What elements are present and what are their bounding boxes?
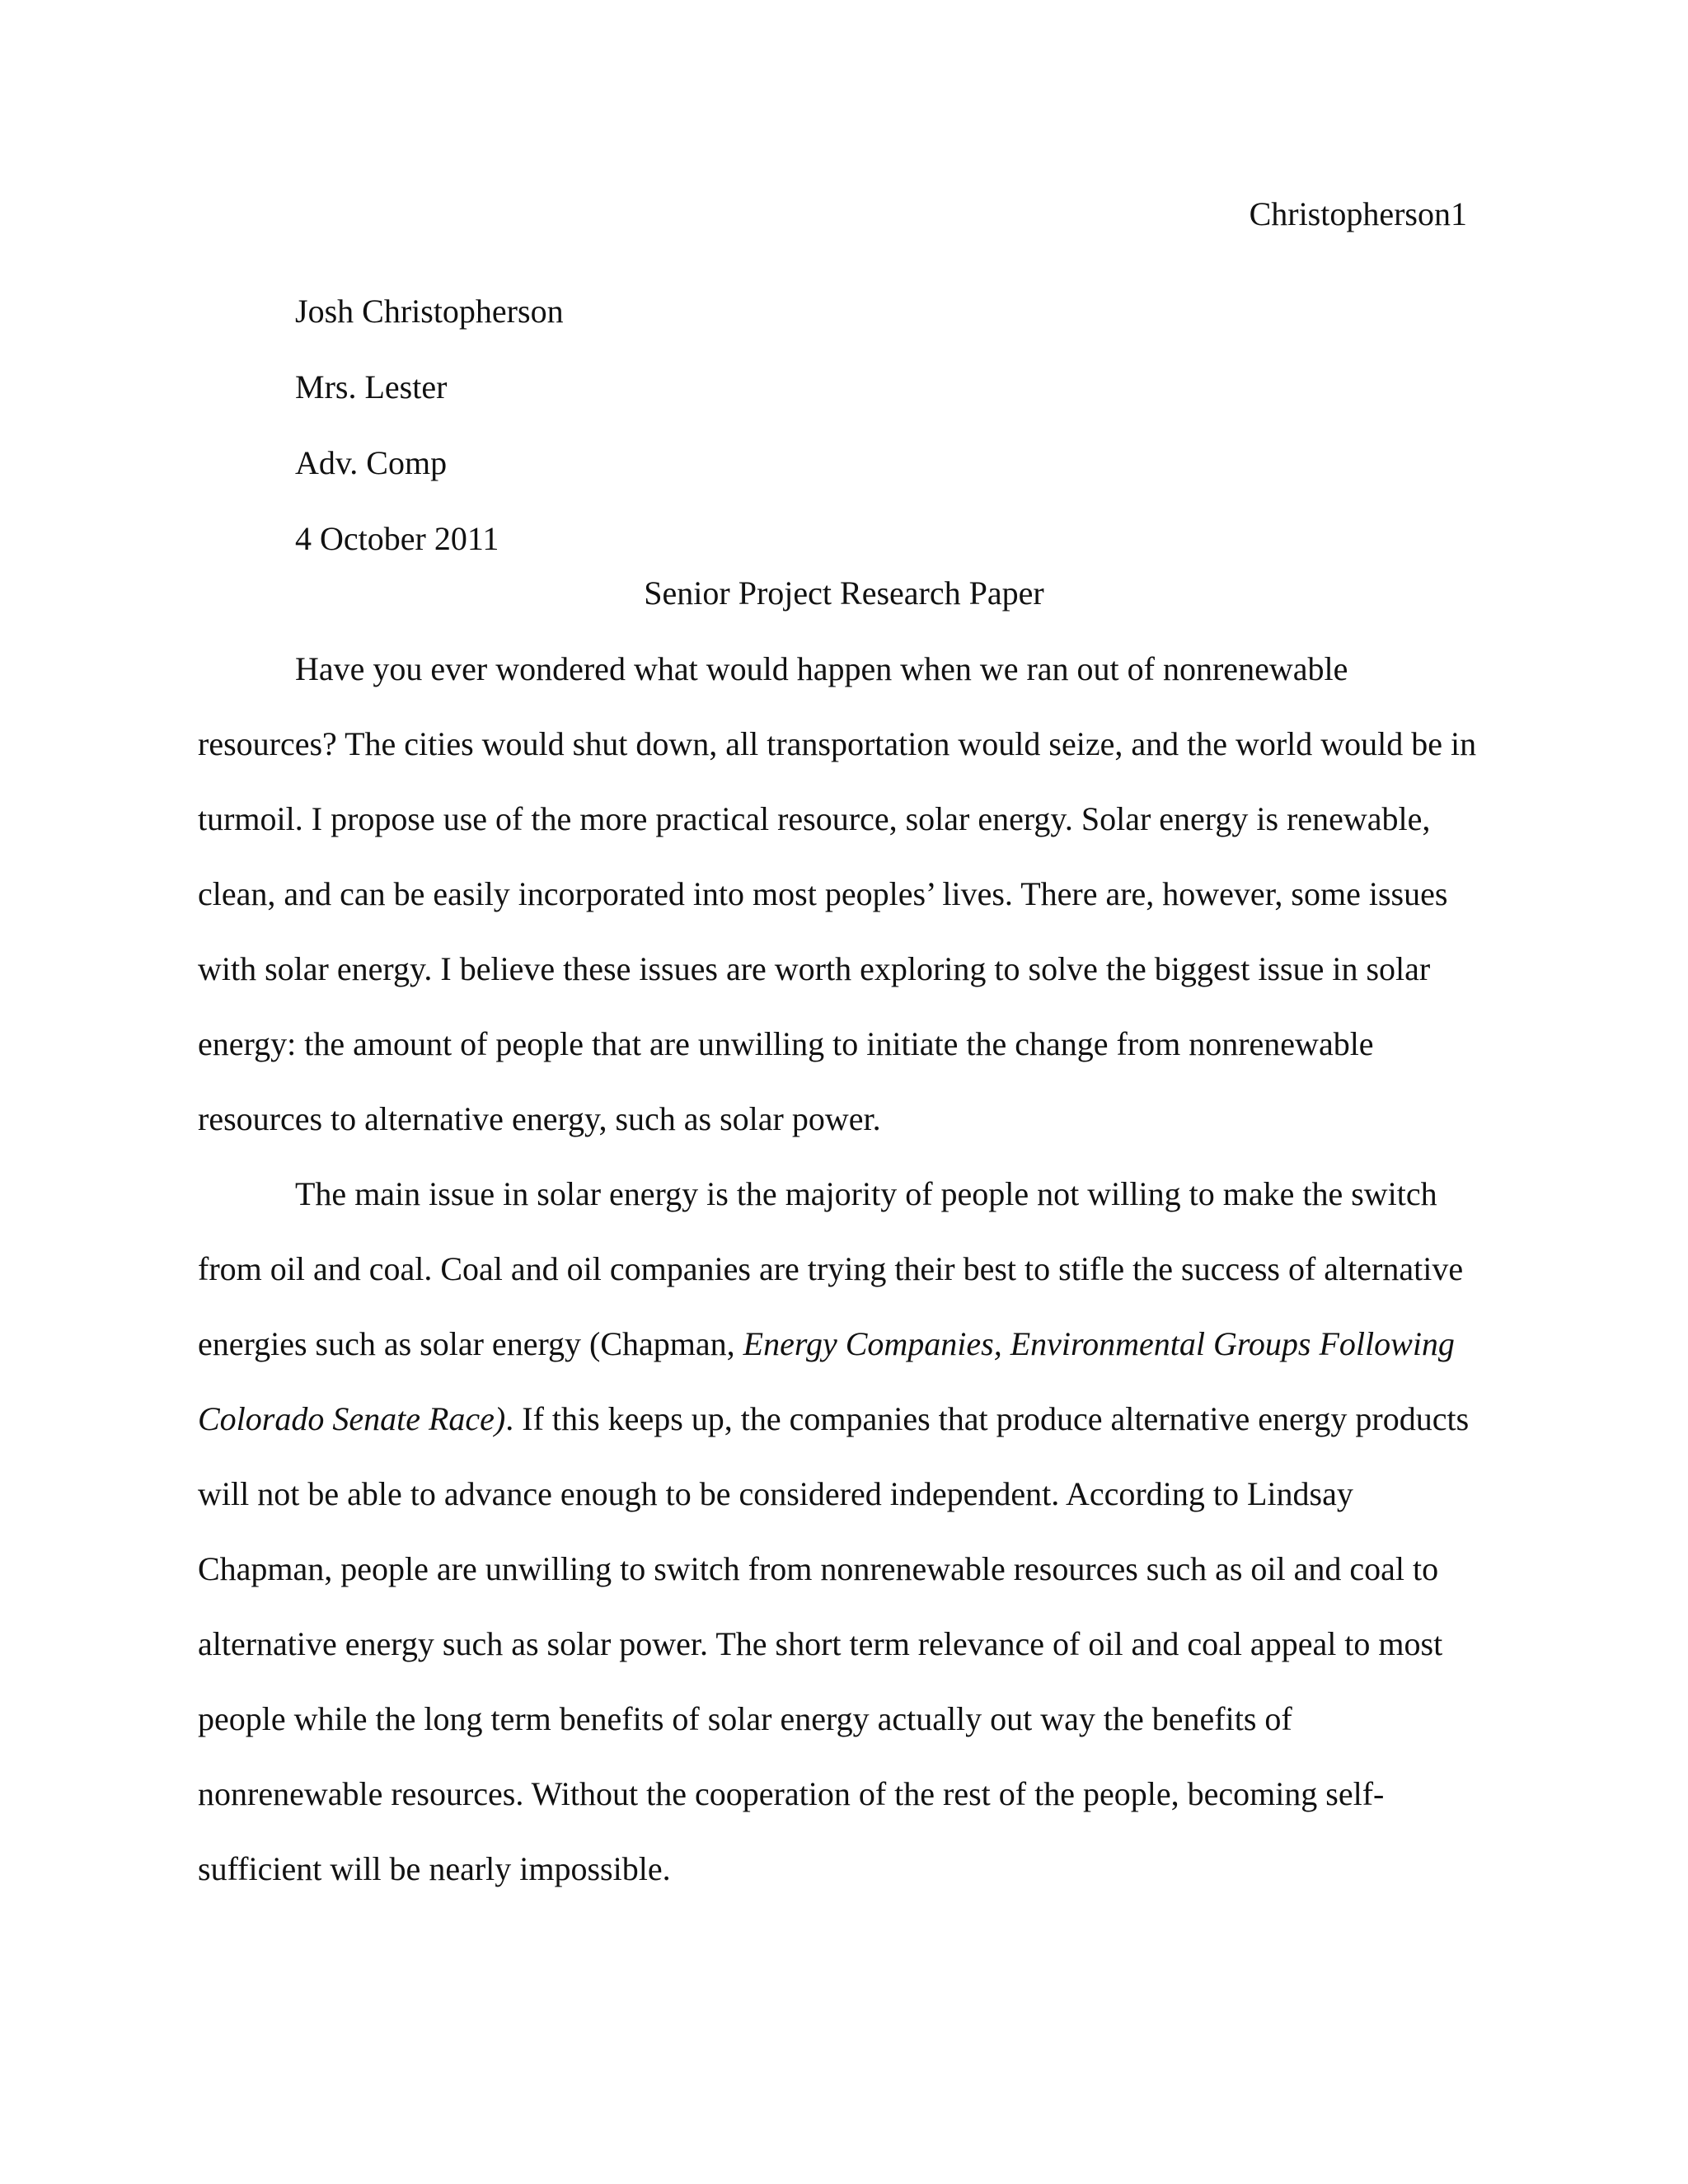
paragraph-2-line [198, 1400, 1470, 1437]
paragraph-2-text: . If this keeps up, the companies that produce alternative energy products [505, 1400, 1470, 1437]
heading-block [295, 274, 564, 577]
paragraph-1-line: energy: the amount of people that are unwilling to initiate the change from nonrenewable [198, 1025, 1374, 1062]
paragraph-2-line: nonrenewable resources. Without the cooperation of the rest of the people, becoming self- [198, 1775, 1385, 1812]
paragraph-1-line: turmoil. I propose use of the more practical resource, solar energy. Solar energy is renewable, [198, 800, 1431, 837]
paragraph-2-text: energies such as solar energy (Chapman, [198, 1325, 743, 1362]
paragraph-1-line: clean, and can be easily incorporated into most peoples’ lives. There are, however, some issues [198, 875, 1448, 912]
paragraph-2-line: The main issue in solar energy is the majority of people not willing to make the switch [295, 1175, 1437, 1212]
author-name: Josh Christopherson [295, 293, 564, 330]
citation-title: Energy Companies, Environmental Groups Following [743, 1325, 1455, 1362]
paragraph-2-line: people while the long term benefits of solar energy actually out way the benefits of [198, 1700, 1292, 1737]
paragraph-2-line: from oil and coal. Coal and oil companies are trying their best to stifle the success of alternative [198, 1250, 1464, 1287]
citation-title: Colorado Senate Race) [198, 1400, 506, 1437]
paragraph-2-line: Chapman, people are unwilling to switch from nonrenewable resources such as oil and coal to [198, 1550, 1439, 1587]
running-header: Christopherson1 [1249, 195, 1467, 232]
paragraph-1-line: resources to alternative energy, such as solar power. [198, 1100, 881, 1137]
paragraph-2-line: sufficient will be nearly impossible. [198, 1850, 671, 1887]
paragraph-1-line: resources? The cities would shut down, all transportation would seize, and the world would be in [198, 725, 1477, 762]
date: 4 October 2011 [295, 520, 499, 557]
paragraph-2-line: alternative energy such as solar power. The short term relevance of oil and coal appeal to most [198, 1625, 1443, 1662]
paragraph-2-line: will not be able to advance enough to be considered independent. According to Lindsay [198, 1475, 1353, 1512]
paragraph-1-line: Have you ever wondered what would happen when we ran out of nonrenewable [295, 650, 1348, 687]
paper-title: Senior Project Research Paper [644, 574, 1044, 612]
paragraph-1-line: with solar energy. I believe these issues are worth exploring to solve the biggest issue in solar [198, 950, 1431, 987]
paragraph-2-line [198, 1325, 1455, 1362]
instructor-name: Mrs. Lester [295, 368, 448, 405]
course-name: Adv. Comp [295, 444, 448, 481]
